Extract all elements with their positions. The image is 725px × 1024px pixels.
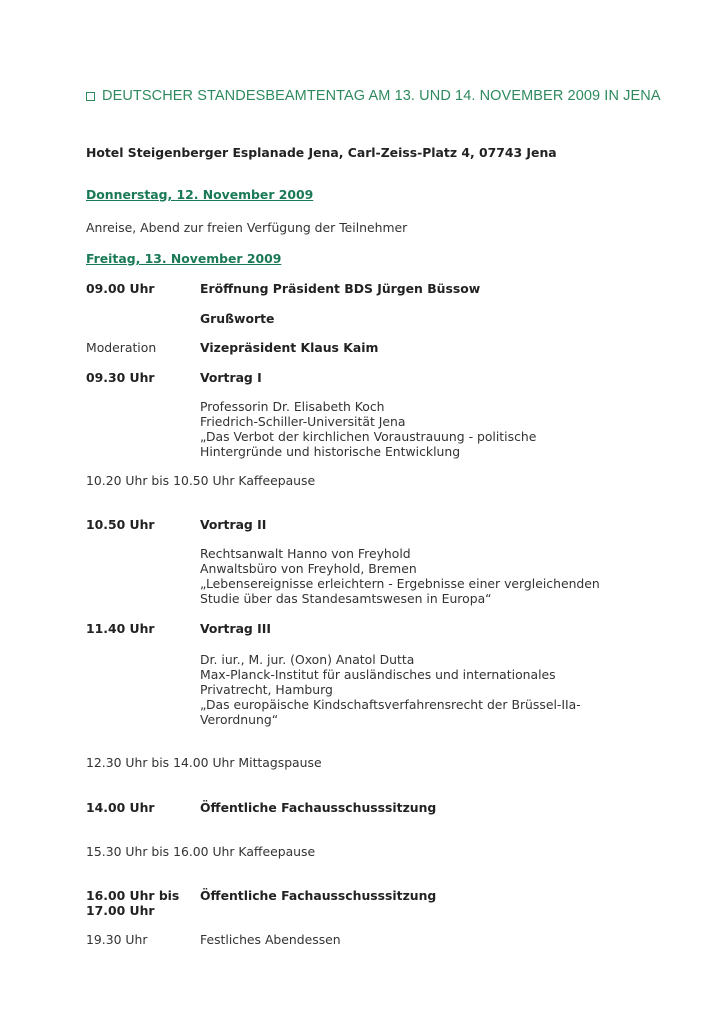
time-label: 17.00 Uhr — [86, 903, 155, 918]
talk-detail-line: Hintergründe und historische Entwicklung — [200, 444, 461, 459]
talk-detail-line: Professorin Dr. Elisabeth Koch — [200, 399, 385, 414]
day2-heading: Freitag, 13. November 2009 — [86, 251, 282, 266]
break-line: 12.30 Uhr bis 14.00 Uhr Mittagspause — [86, 755, 322, 770]
session-title: Vizepräsident Klaus Kaim — [200, 340, 379, 355]
talk-detail-line: Rechtsanwalt Hanno von Freyhold — [200, 546, 411, 561]
talk-detail-line: Dr. iur., M. jur. (Oxon) Anatol Dutta — [200, 652, 415, 667]
session-title: Vortrag I — [200, 370, 262, 385]
time-label: 14.00 Uhr — [86, 800, 155, 815]
time-label: 09.00 Uhr — [86, 281, 155, 296]
session-title: Vortrag II — [200, 517, 267, 532]
session-title: Festliches Abendessen — [200, 932, 341, 947]
talk-detail-line: „Lebensereignisse erleichtern - Ergebnisse einer vergleichenden — [200, 576, 600, 591]
time-label: 10.50 Uhr — [86, 517, 155, 532]
day1-text: Anreise, Abend zur freien Verfügung der Teilnehmer — [86, 220, 408, 235]
header-title: DEUTSCHER STANDESBEAMTENTAG AM 13. UND 14. NOVEMBER 2009 IN JENA — [102, 88, 661, 104]
talk-detail-line: Studie über das Standesamtswesen in Europa“ — [200, 591, 492, 606]
time-label: 11.40 Uhr — [86, 621, 155, 636]
document-header — [86, 88, 661, 104]
talk-detail-line: Friedrich-Schiller-Universität Jena — [200, 414, 406, 429]
break-line: 15.30 Uhr bis 16.00 Uhr Kaffeepause — [86, 844, 316, 859]
session-title: Eröffnung Präsident BDS Jürgen Büssow — [200, 281, 481, 296]
time-label: 19.30 Uhr — [86, 932, 148, 947]
talk-detail-line: Privatrecht, Hamburg — [200, 682, 333, 697]
session-title: Öffentliche Fachausschusssitzung — [200, 800, 437, 815]
venue-line: Hotel Steigenberger Esplanade Jena, Carl-Zeiss-Platz 4, 07743 Jena — [86, 145, 557, 160]
square-bullet-icon — [86, 92, 95, 101]
time-label: 16.00 Uhr bis — [86, 888, 180, 903]
talk-detail-line: Verordnung“ — [200, 712, 279, 727]
talk-detail-line: Anwaltsbüro von Freyhold, Bremen — [200, 561, 417, 576]
time-label: 09.30 Uhr — [86, 370, 155, 385]
session-title: Vortrag III — [200, 621, 271, 636]
talk-detail-line: „Das Verbot der kirchlichen Voraustrauung - politische — [200, 429, 537, 444]
talk-detail-line: „Das europäische Kindschaftsverfahrensrecht der Brüssel-IIa- — [200, 697, 581, 712]
moderation-label: Moderation — [86, 340, 157, 355]
day1-heading: Donnerstag, 12. November 2009 — [86, 187, 314, 202]
session-title: Grußworte — [200, 311, 275, 326]
talk-detail-line: Max-Planck-Institut für ausländisches und internationales — [200, 667, 556, 682]
session-title: Öffentliche Fachausschusssitzung — [200, 888, 437, 903]
break-line: 10.20 Uhr bis 10.50 Uhr Kaffeepause — [86, 473, 316, 488]
